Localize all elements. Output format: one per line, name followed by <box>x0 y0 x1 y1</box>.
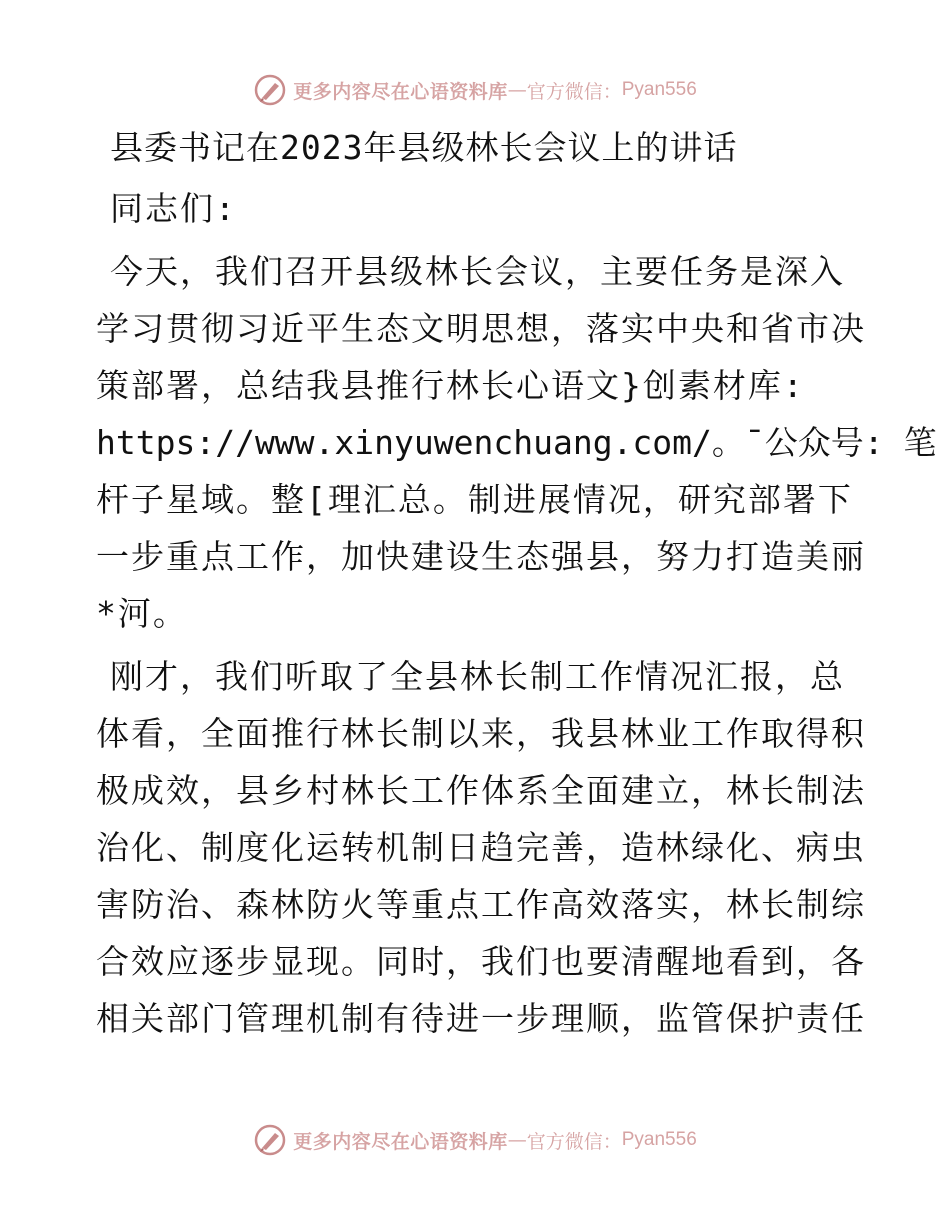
watermark-separator: — <box>507 79 527 101</box>
watermark-separator: — <box>507 1129 527 1151</box>
paragraph-line: 学习贯彻习近平生态文明思想，落实中央和省市决 <box>96 309 866 348</box>
pen-logo-icon <box>253 73 287 107</box>
watermark-text: 更多内容尽在心语资料库 <box>293 80 508 103</box>
paragraph-line: 治化、制度化运转机制日趋完善，造林绿化、病虫 <box>96 828 866 867</box>
paragraph-line: 相关部门管理机制有待进一步理顺，监管保护责任 <box>96 999 866 1038</box>
paragraph-line: 害防治、森林防火等重点工作高效落实，林长制综 <box>96 885 866 924</box>
watermark-text: 更多内容尽在心语资料库 <box>293 1130 508 1153</box>
watermark-footer <box>0 1120 950 1160</box>
watermark-wechat-label: 官方微信： <box>526 80 622 103</box>
pen-logo-icon <box>253 1123 287 1157</box>
paragraph-line: 今天，我们召开县级林长会议，主要任务是深入 <box>110 252 845 291</box>
paragraph-line: 策部署，总结我县推行林长心语文}创素材库: <box>96 366 805 405</box>
watermark-wechat-id: Pyan556 <box>621 1129 697 1150</box>
paragraph-line: 体看，全面推行林长制以来，我县林业工作取得积 <box>96 714 866 753</box>
salutation: 同志们: <box>110 189 237 228</box>
paragraph-line: 杆子星域。整[理汇总。制进展情况，研究部署下 <box>96 480 853 519</box>
watermark-header <box>0 70 950 110</box>
paragraph-2 <box>96 648 866 1047</box>
paragraph-line: 刚才，我们听取了全县林长制工作情况汇报，总 <box>110 657 845 696</box>
paragraph-line: 极成效，县乡村林长工作体系全面建立，林长制法 <box>96 771 866 810</box>
watermark-wechat-label: 官方微信： <box>526 1130 622 1153</box>
paragraph-line: https://www.xinyuwenchuang.com/。¯公众号: 笔 <box>96 423 937 462</box>
document-title: 县委书记在2023年县级林长会议上的讲话 <box>110 128 738 167</box>
paragraph-1 <box>96 243 937 642</box>
paragraph-line: *河。 <box>96 594 188 633</box>
document-body <box>96 122 937 1047</box>
watermark-wechat-id: Pyan556 <box>621 79 697 100</box>
paragraph-line: 一步重点工作，加快建设生态强县，努力打造美丽 <box>96 537 866 576</box>
paragraph-line: 合效应逐步显现。同时，我们也要清醒地看到，各 <box>96 942 866 981</box>
